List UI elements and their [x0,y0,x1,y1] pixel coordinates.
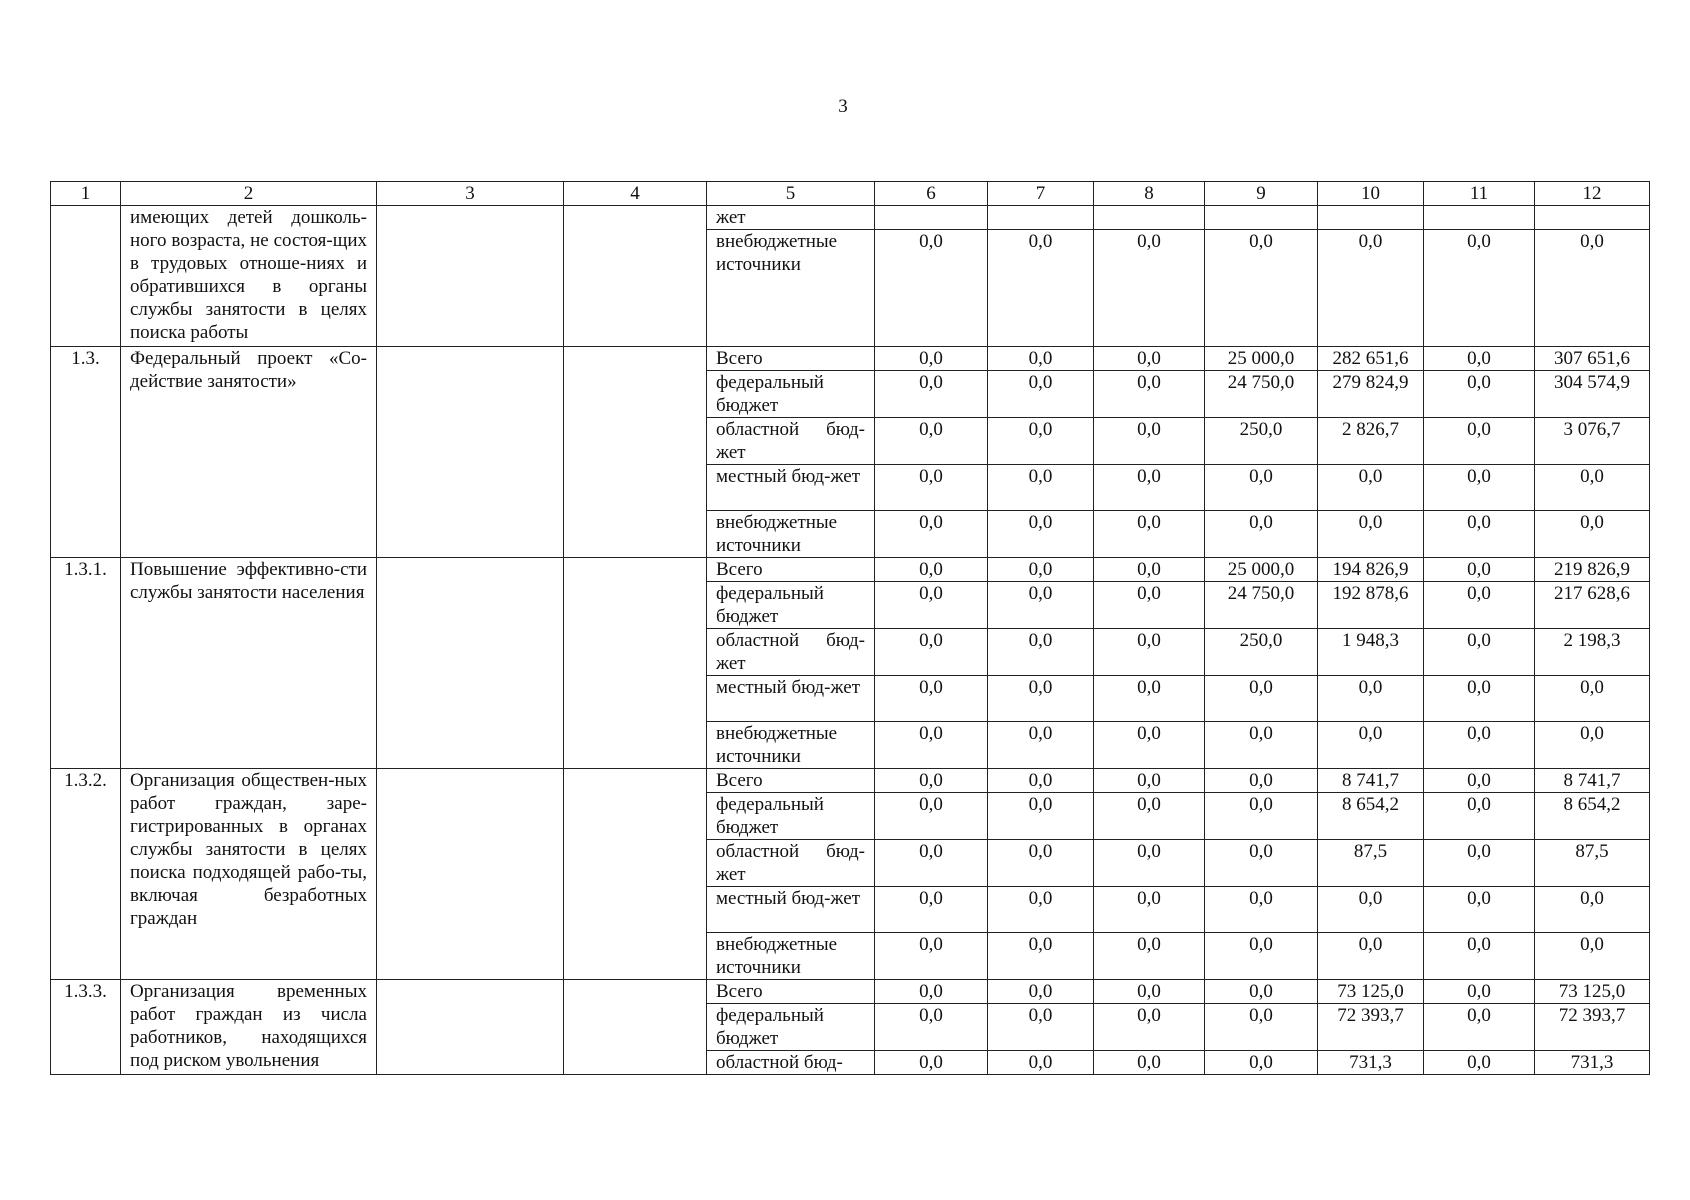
value-cell: 73 125,0 [1535,980,1650,1004]
value-cell: 0,0 [875,1004,988,1051]
value-cell: 0,0 [1094,933,1205,980]
col3-cell [377,206,564,347]
value-cell [1424,206,1535,230]
value-cell: 0,0 [1094,722,1205,769]
value-cell: 219 826,9 [1535,558,1650,582]
value-cell [988,206,1094,230]
value-cell: 0,0 [1424,887,1535,933]
table-row [51,769,1650,793]
funding-source: областной бюд-жет [707,840,875,887]
value-cell: 8 654,2 [1535,793,1650,840]
value-cell: 72 393,7 [1318,1004,1424,1051]
value-cell: 0,0 [1205,769,1318,793]
value-cell: 0,0 [988,1051,1094,1075]
value-cell: 0,0 [1535,230,1650,347]
value-cell: 0,0 [1424,769,1535,793]
col-header-9: 9 [1205,182,1318,206]
col3-cell [377,769,564,980]
value-cell: 0,0 [1424,722,1535,769]
col4-cell [564,769,707,980]
value-cell: 0,0 [1318,887,1424,933]
value-cell: 0,0 [1094,1004,1205,1051]
value-cell: 0,0 [988,793,1094,840]
value-cell: 0,0 [875,511,988,558]
col3-cell [377,558,564,769]
value-cell: 0,0 [988,418,1094,465]
col-header-12: 12 [1535,182,1650,206]
value-cell: 8 741,7 [1318,769,1424,793]
value-cell: 0,0 [1205,980,1318,1004]
value-cell: 0,0 [1424,1004,1535,1051]
item-code: 1.3. [51,347,121,558]
value-cell: 0,0 [1424,793,1535,840]
value-cell: 8 654,2 [1318,793,1424,840]
value-cell: 0,0 [875,933,988,980]
value-cell: 0,0 [1205,1051,1318,1075]
value-cell: 0,0 [988,582,1094,629]
value-cell: 0,0 [1318,933,1424,980]
value-cell: 0,0 [988,676,1094,722]
value-cell: 0,0 [988,371,1094,418]
col4-cell [564,206,707,347]
col-header-7: 7 [988,182,1094,206]
funding-source: Всего [707,980,875,1004]
table-row [51,980,1650,1004]
value-cell: 2 198,3 [1535,629,1650,676]
value-cell: 0,0 [1424,371,1535,418]
value-cell: 0,0 [1205,722,1318,769]
value-cell: 0,0 [875,1051,988,1075]
value-cell: 0,0 [1318,722,1424,769]
col-header-3: 3 [377,182,564,206]
value-cell: 0,0 [875,840,988,887]
value-cell: 0,0 [1094,582,1205,629]
value-cell [1318,206,1424,230]
item-name: имеющих детей дошколь-ного возраста, не состоя-щих в трудовых отноше-ниях и обратившихся в органы службы занятости в целях поиска работы [121,206,377,347]
value-cell: 0,0 [1094,418,1205,465]
column-number-row [51,182,1650,206]
value-cell: 0,0 [1094,769,1205,793]
value-cell: 8 741,7 [1535,769,1650,793]
value-cell: 0,0 [988,980,1094,1004]
funding-source: федеральный бюджет [707,1004,875,1051]
funding-source: местный бюд-жет [707,465,875,511]
funding-source: внебюджетные источники [707,722,875,769]
value-cell: 250,0 [1205,629,1318,676]
value-cell: 3 076,7 [1535,418,1650,465]
item-code: 1.3.3. [51,980,121,1075]
table-row [51,558,1650,582]
value-cell: 0,0 [875,418,988,465]
value-cell: 0,0 [988,1004,1094,1051]
value-cell: 0,0 [988,840,1094,887]
col-header-1: 1 [51,182,121,206]
value-cell: 0,0 [1094,511,1205,558]
col-header-5: 5 [707,182,875,206]
value-cell: 0,0 [1535,676,1650,722]
funding-source: федеральный бюджет [707,582,875,629]
value-cell: 0,0 [1205,933,1318,980]
value-cell: 307 651,6 [1535,347,1650,371]
value-cell: 0,0 [875,465,988,511]
col-header-10: 10 [1318,182,1424,206]
value-cell: 0,0 [1424,347,1535,371]
value-cell: 0,0 [1205,1004,1318,1051]
value-cell: 0,0 [988,933,1094,980]
value-cell: 87,5 [1318,840,1424,887]
value-cell: 0,0 [1424,1051,1535,1075]
value-cell: 282 651,6 [1318,347,1424,371]
value-cell: 0,0 [1424,465,1535,511]
item-name: Федеральный проект «Со-действие занятости» [121,347,377,558]
value-cell: 24 750,0 [1205,582,1318,629]
funding-source: Всего [707,769,875,793]
funding-source: внебюджетные источники [707,933,875,980]
value-cell: 0,0 [1424,840,1535,887]
value-cell: 0,0 [1205,676,1318,722]
funding-source: внебюджетные источники [707,511,875,558]
value-cell: 0,0 [988,511,1094,558]
value-cell [875,206,988,230]
col-header-11: 11 [1424,182,1535,206]
value-cell: 0,0 [1318,676,1424,722]
value-cell: 0,0 [875,769,988,793]
value-cell: 0,0 [1094,676,1205,722]
value-cell: 0,0 [1205,840,1318,887]
value-cell: 0,0 [1535,722,1650,769]
page-number: 3 [838,96,848,117]
value-cell: 0,0 [875,629,988,676]
value-cell: 73 125,0 [1318,980,1424,1004]
value-cell: 0,0 [1424,511,1535,558]
value-cell: 0,0 [1094,558,1205,582]
value-cell: 0,0 [875,558,988,582]
value-cell: 0,0 [1424,230,1535,347]
col-header-4: 4 [564,182,707,206]
value-cell: 0,0 [988,629,1094,676]
value-cell: 0,0 [1318,230,1424,347]
value-cell: 0,0 [1424,676,1535,722]
table-row [51,206,1650,230]
value-cell: 217 628,6 [1535,582,1650,629]
value-cell: 0,0 [875,980,988,1004]
col3-cell [377,980,564,1075]
value-cell: 731,3 [1535,1051,1650,1075]
value-cell: 192 878,6 [1318,582,1424,629]
value-cell: 0,0 [988,465,1094,511]
value-cell: 0,0 [1094,629,1205,676]
value-cell: 0,0 [988,769,1094,793]
value-cell: 0,0 [1205,887,1318,933]
value-cell: 0,0 [1094,793,1205,840]
value-cell [1535,206,1650,230]
value-cell: 0,0 [1424,629,1535,676]
value-cell: 0,0 [1318,511,1424,558]
value-cell: 0,0 [1205,511,1318,558]
value-cell: 731,3 [1318,1051,1424,1075]
table-body [51,182,1650,1075]
table-row [51,347,1650,371]
col-header-2: 2 [121,182,377,206]
value-cell: 0,0 [1535,933,1650,980]
funding-source: федеральный бюджет [707,371,875,418]
col4-cell [564,558,707,769]
value-cell: 0,0 [1094,347,1205,371]
value-cell: 0,0 [988,887,1094,933]
value-cell: 250,0 [1205,418,1318,465]
value-cell: 0,0 [875,676,988,722]
value-cell: 0,0 [1424,582,1535,629]
value-cell: 304 574,9 [1535,371,1650,418]
value-cell: 0,0 [1094,980,1205,1004]
funding-source: федеральный бюджет [707,793,875,840]
value-cell: 2 826,7 [1318,418,1424,465]
value-cell: 0,0 [1535,511,1650,558]
item-name: Организация обществен-ных работ граждан, заре-гистрированных в органах службы занятости в целях поиска подходящей рабо-ты, включая безработных граждан [121,769,377,980]
col4-cell [564,347,707,558]
funding-source: областной бюд-жет [707,418,875,465]
budget-table [50,181,1650,1075]
value-cell: 25 000,0 [1205,347,1318,371]
value-cell: 72 393,7 [1535,1004,1650,1051]
value-cell: 0,0 [1318,465,1424,511]
value-cell: 0,0 [875,371,988,418]
value-cell: 0,0 [988,347,1094,371]
value-cell: 279 824,9 [1318,371,1424,418]
value-cell: 24 750,0 [1205,371,1318,418]
value-cell: 0,0 [1535,465,1650,511]
funding-source: жет [707,206,875,230]
value-cell: 0,0 [1535,887,1650,933]
item-code: 1.3.1. [51,558,121,769]
value-cell: 0,0 [1424,933,1535,980]
value-cell: 87,5 [1535,840,1650,887]
value-cell: 0,0 [988,722,1094,769]
value-cell: 0,0 [875,793,988,840]
value-cell: 25 000,0 [1205,558,1318,582]
value-cell: 1 948,3 [1318,629,1424,676]
value-cell: 0,0 [988,230,1094,347]
value-cell: 0,0 [875,582,988,629]
value-cell: 0,0 [1094,1051,1205,1075]
value-cell: 0,0 [988,558,1094,582]
funding-source: местный бюд-жет [707,676,875,722]
value-cell: 0,0 [1205,230,1318,347]
value-cell: 194 826,9 [1318,558,1424,582]
value-cell: 0,0 [875,230,988,347]
funding-source: областной бюд-жет [707,629,875,676]
value-cell: 0,0 [875,347,988,371]
funding-source: Всего [707,558,875,582]
value-cell: 0,0 [1205,465,1318,511]
value-cell: 0,0 [1424,558,1535,582]
col4-cell [564,980,707,1075]
value-cell: 0,0 [1094,840,1205,887]
value-cell: 0,0 [1205,793,1318,840]
value-cell [1205,206,1318,230]
value-cell: 0,0 [1094,465,1205,511]
value-cell: 0,0 [1094,887,1205,933]
funding-source: внебюджетные источники [707,230,875,347]
value-cell: 0,0 [875,722,988,769]
value-cell: 0,0 [1094,371,1205,418]
item-code: 1.3.2. [51,769,121,980]
col3-cell [377,347,564,558]
item-name: Организация временных работ граждан из числа работников, находящихся под риском увольнения [121,980,377,1075]
item-code [51,206,121,347]
col-header-6: 6 [875,182,988,206]
value-cell: 0,0 [1424,418,1535,465]
item-name: Повышение эффективно-сти службы занятости населения [121,558,377,769]
funding-source: местный бюд-жет [707,887,875,933]
col-header-8: 8 [1094,182,1205,206]
value-cell: 0,0 [875,887,988,933]
value-cell: 0,0 [1424,980,1535,1004]
value-cell: 0,0 [1094,230,1205,347]
value-cell [1094,206,1205,230]
funding-source: областной бюд- [707,1051,875,1075]
funding-source: Всего [707,347,875,371]
